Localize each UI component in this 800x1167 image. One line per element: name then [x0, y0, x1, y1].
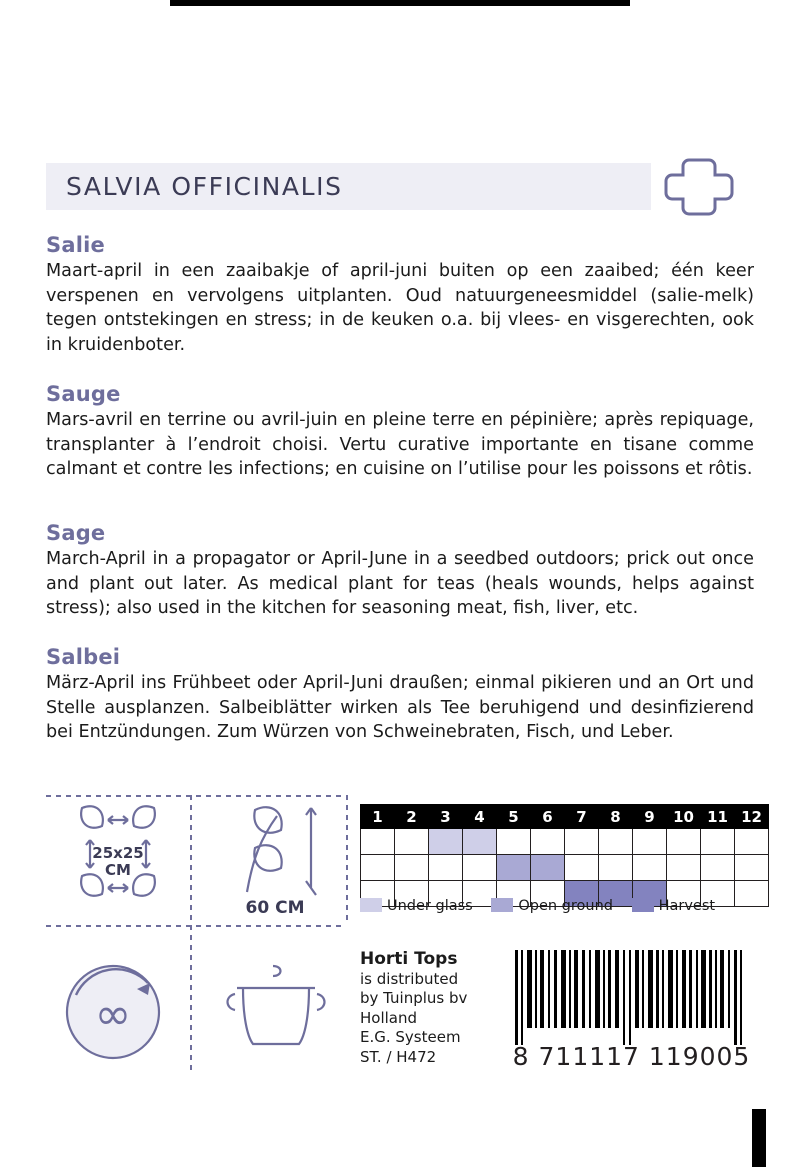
legend-swatch-harvest — [632, 898, 654, 912]
calendar-month: 12 — [735, 805, 769, 829]
calendar-cell — [599, 855, 633, 881]
language-heading-nl: Salie — [46, 233, 105, 257]
calendar-month: 3 — [429, 805, 463, 829]
divider-vertical-1 — [190, 795, 192, 925]
calendar-cell — [701, 855, 735, 881]
calendar-cell — [497, 855, 531, 881]
plant-height-caption: 60 CM — [245, 898, 305, 918]
language-body-nl: Maart-april in een zaaibakje of april-juni buiten op een zaaibed; één keer verspenen en vervolgens uitplanten. Oud natuurgeneesmiddel (salie-melk) tegen ontstekingen en stress; in de keuken o.a. bij vlees- en visgerechten, ook in kruidenboter. — [46, 261, 754, 355]
page-title: SALVIA OFFICINALIS — [66, 172, 343, 201]
language-heading-en: Sage — [46, 521, 106, 545]
calendar-month: 6 — [531, 805, 565, 829]
cross-logo-icon — [663, 156, 735, 218]
calendar-cell — [565, 855, 599, 881]
distributor-address — [360, 950, 467, 1067]
calendar-cell — [361, 855, 395, 881]
address-line-3: by Tuinplus bv — [360, 989, 468, 1007]
legend-swatch-under-glass — [360, 898, 382, 912]
calendar-cell — [565, 829, 599, 855]
plant-spacing-caption — [52, 845, 184, 879]
language-heading-de: Salbei — [46, 645, 121, 669]
language-body-de: März-April ins Frühbeet oder April-Juni draußen; einmal pikieren und an Ort und Stelle ausplanzen. Salbeiblätter wirken als Tee beruhigend und desinfizierend bei Entzündungen. Zum Würzen von Schweinebraten, Fisch, und Leber. — [46, 673, 754, 742]
svg-text:∞: ∞ — [94, 989, 132, 1040]
address-line-5: E.G. Systeem — [360, 1028, 461, 1046]
brand-name: Horti Tops — [360, 949, 458, 969]
calendar-cell — [531, 855, 565, 881]
calendar-month: 7 — [565, 805, 599, 829]
calendar-month: 11 — [701, 805, 735, 829]
legend-swatch-open-ground — [491, 898, 513, 912]
calendar-cell — [667, 855, 701, 881]
divider-vertical-2 — [190, 925, 192, 1075]
calendar-cell — [667, 829, 701, 855]
language-block-de — [46, 645, 754, 745]
legend-item-under-glass — [360, 898, 473, 914]
calendar-cell — [395, 855, 429, 881]
calendar-header-row — [361, 805, 769, 829]
legend-label-open-ground: Open ground — [518, 898, 613, 914]
language-body-en: March-April in a propagator or April-June in a seedbed outdoors; prick out once and plant out later. As medical plant for teas (heals wounds, helps against stress); also used in the kitchen for seasoning meat, fish, liver, etc. — [46, 549, 754, 618]
calendar-month: 2 — [395, 805, 429, 829]
legend-label-harvest: Harvest — [658, 898, 716, 914]
barcode-bars — [509, 950, 754, 1045]
calendar-cell — [531, 829, 565, 855]
calendar-month: 8 — [599, 805, 633, 829]
language-body-fr: Mars-avril en terrine ou avril-juin en pleine terre en pépinière; après repiquage, transplanter à l’endroit choisi. Vertu curative importante en tisane comme calmant et contre les infections; en cuisine on l’utilise pour les poissons et rôtis. — [46, 410, 754, 479]
address-line-2: is distributed — [360, 969, 459, 988]
legend-label-under-glass: Under glass — [387, 898, 473, 914]
calendar-cell — [361, 829, 395, 855]
divider-top — [46, 795, 346, 797]
calendar-cell — [599, 829, 633, 855]
calendar-cell — [429, 829, 463, 855]
calendar-cell — [463, 855, 497, 881]
language-heading-fr: Sauge — [46, 382, 121, 406]
calendar-cell — [497, 829, 531, 855]
bottom-crop-bar — [752, 1109, 766, 1167]
calendar-cell — [735, 829, 769, 855]
barcode-number: 8 711117 119005 — [512, 1042, 751, 1071]
calendar-cell — [701, 829, 735, 855]
language-block-nl — [46, 233, 754, 357]
legend-item-harvest — [632, 898, 716, 914]
sowing-calendar — [360, 804, 769, 907]
language-block-fr — [46, 382, 754, 482]
divider-vertical-3 — [346, 795, 348, 925]
language-block-en — [46, 521, 754, 621]
calendar-cell — [633, 829, 667, 855]
divider-middle — [46, 925, 346, 927]
plant-spacing-caption-line1: 25x25 — [92, 844, 144, 862]
plant-height-icon — [215, 800, 335, 900]
calendar-month: 10 — [667, 805, 701, 829]
calendar-month: 9 — [633, 805, 667, 829]
calendar-row-glass — [361, 829, 769, 855]
calendar-row-open — [361, 855, 769, 881]
calendar-month: 1 — [361, 805, 395, 829]
cooking-pot-icon — [215, 960, 337, 1060]
plant-spacing-caption-line2: CM — [105, 861, 131, 879]
perennial-infinity-icon — [58, 955, 168, 1065]
calendar-cell — [633, 855, 667, 881]
top-crop-bar — [170, 0, 630, 6]
address-line-4: Holland — [360, 1008, 418, 1027]
calendar-legend — [360, 898, 760, 914]
calendar-cell — [735, 855, 769, 881]
barcode — [509, 950, 754, 1075]
legend-item-open-ground — [491, 898, 613, 914]
calendar-month: 5 — [497, 805, 531, 829]
calendar-month: 4 — [463, 805, 497, 829]
calendar-cell — [429, 855, 463, 881]
calendar-cell — [463, 829, 497, 855]
calendar-cell — [395, 829, 429, 855]
address-line-6: ST. / H472 — [360, 1047, 437, 1066]
